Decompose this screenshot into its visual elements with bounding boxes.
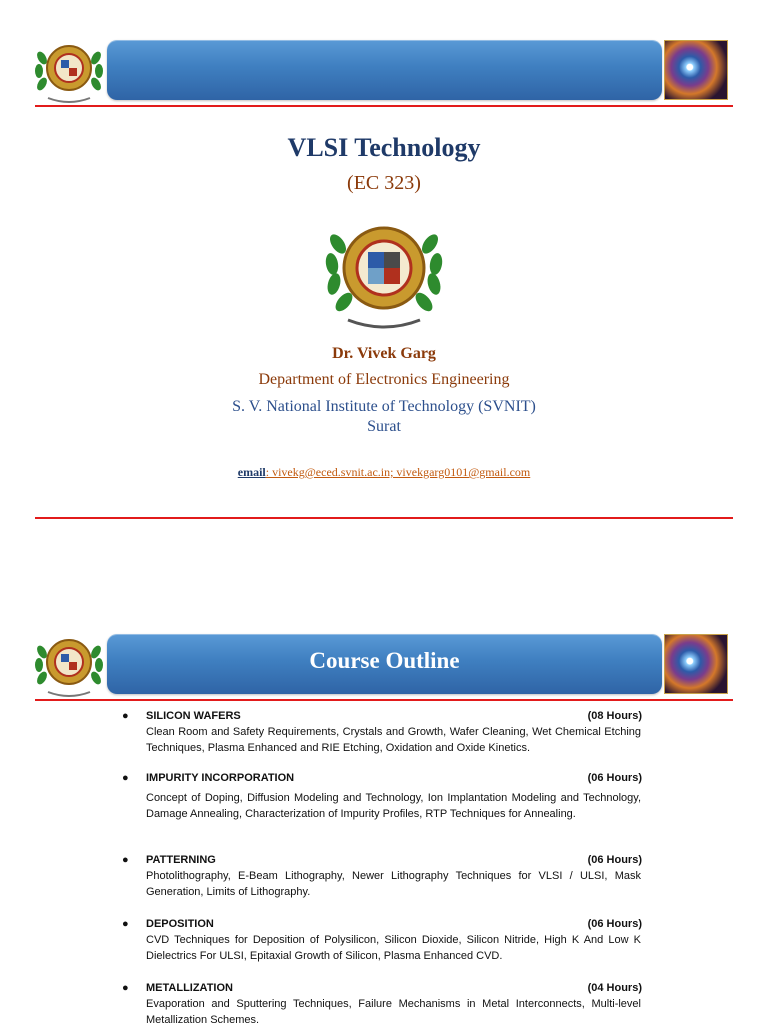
topic-description: Evaporation and Sputtering Techniques, Failure Mechanisms in Metal Interconnects, Multi-level Metallization Schemes. [146,998,641,1026]
department: Department of Electronics Engineering [258,371,510,388]
topic-hours: (06 Hours) [587,854,642,866]
header-divider [35,699,733,701]
topic-name: PATTERNING [146,854,216,866]
topic-name: DEPOSITION [146,918,214,930]
outline-title: Course Outline [309,648,460,673]
course-outline-slide [0,600,768,1024]
bullet-icon: ● [122,710,129,722]
header-band [107,40,662,100]
svnit-logo-icon [34,630,104,700]
decorative-wafer-image [664,40,728,100]
email-label: email [237,465,266,479]
svnit-emblem-icon [324,214,444,336]
bullet-icon: ● [122,982,129,994]
topic-name: SILICON WAFERS [146,710,241,722]
topic-description: CVD Techniques for Deposition of Polysilicon, Silicon Dioxide, Silicon Nitride, High K And Low K Dielectrics For ULSI, Epitaxial Growth of Silicon, Plasma Enhanced CVD. [146,934,641,962]
course-code: (EC 323) [347,172,421,194]
slide-title: VLSI Technology [287,133,481,162]
topic-description: Concept of Doping, Diffusion Modeling and Technology, Ion Implantation Modeling and Technology, Damage Annealing, Characterization of Impurity Profiles, RTP Techniques for Annealing. [146,792,641,820]
svnit-logo-icon [34,36,104,106]
email-line [0,465,768,480]
topic-name: METALLIZATION [146,982,233,994]
decorative-wafer-image [664,634,728,694]
bullet-icon: ● [122,854,129,866]
author-name: Dr. Vivek Garg [332,345,436,362]
topic-hours: (06 Hours) [587,918,642,930]
topic-hours: (04 Hours) [587,982,642,994]
bullet-icon: ● [122,772,129,784]
topic-description: Photolithography, E-Beam Lithography, Newer Lithography Techniques for VLSI / ULSI, Mask Generation, Limits of Lithography. [146,870,641,898]
topic-description: Clean Room and Safety Requirements, Crystals and Growth, Wafer Cleaning, Wet Chemical Etching Techniques, Plasma Enhanced and RIE Etching, Oxidation and Oxide Kinetics. [146,726,641,754]
city: Surat [367,418,401,435]
institute: S. V. National Institute of Technology (SVNIT) [232,398,536,415]
bullet-icon: ● [122,918,129,930]
topic-hours: (06 Hours) [587,772,642,784]
header-divider [35,105,733,107]
email-link[interactable]: : vivekg@eced.svnit.ac.in; vivekgarg0101@gmail.com [265,465,531,479]
topic-hours: (08 Hours) [587,710,642,722]
topic-name: IMPURITY INCORPORATION [146,772,295,784]
footer-divider [35,517,733,519]
